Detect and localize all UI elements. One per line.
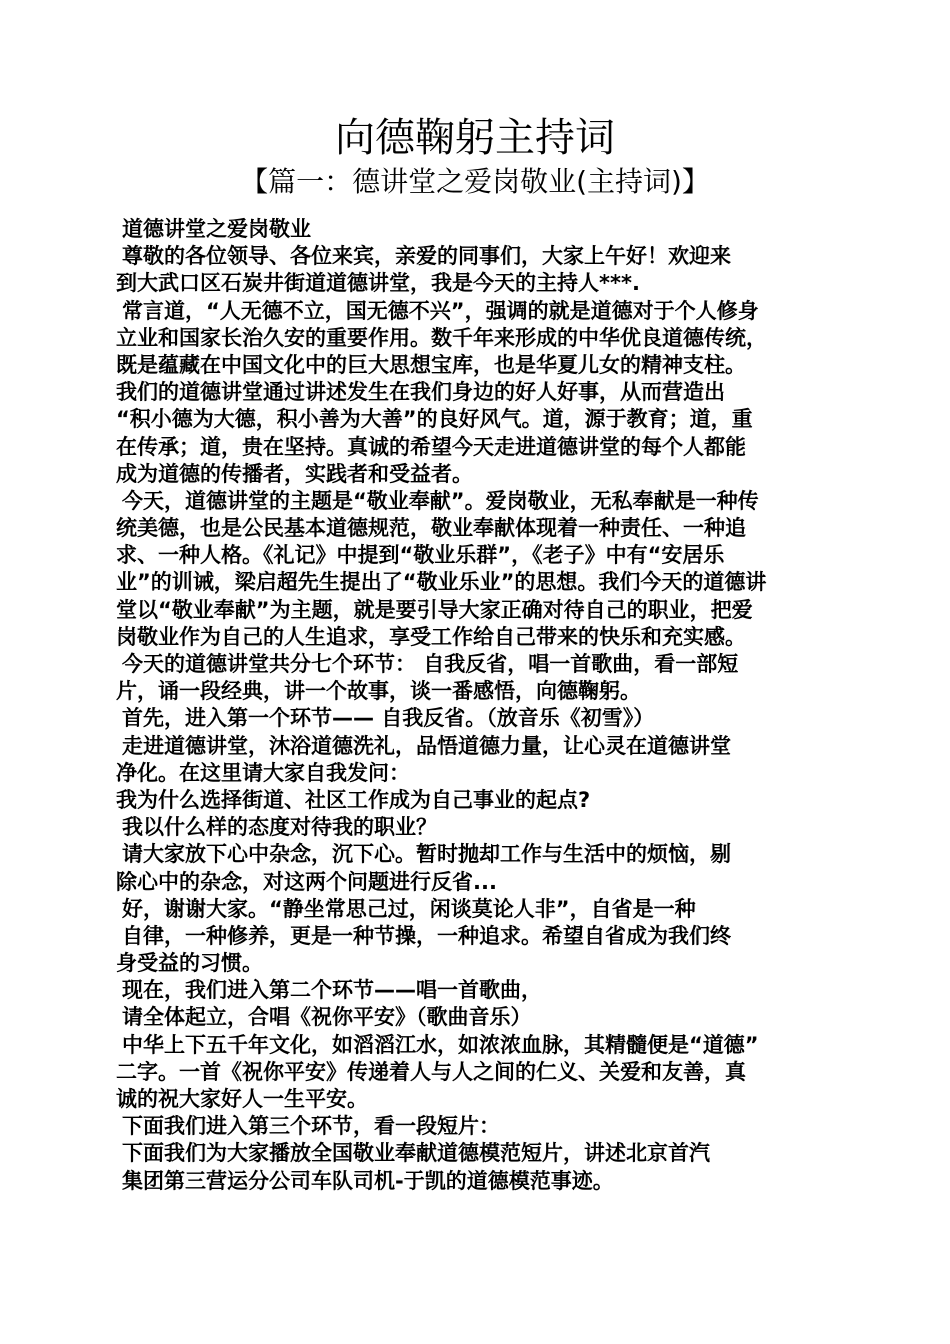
body-line: 今天，道德讲堂的主题是“敬业奉献”。爱岗敬业，无私奉献是一种传: [122, 488, 759, 513]
body-line: “积小德为大德，积小善为大善”的良好风气。道，源于教育；道，重: [116, 407, 753, 432]
body-line: 今天的道德讲堂共分七个环节： 自我反省，唱一首歌曲，看一部短: [122, 652, 739, 676]
body-line: 身受益的习惯。: [116, 951, 263, 976]
document-subtitle: 【篇一：德讲堂之爱岗敬业(主持词)】: [240, 165, 710, 198]
body-line: 我们的道德讲堂通过讲述发生在我们身边的好人好事，从而营造出: [116, 380, 725, 405]
body-line: 成为道德的传播者，实践者和受益者。: [116, 461, 473, 486]
body-line: 首先，进入第一个环节—— 自我反省。（放音乐《初雪》）: [122, 706, 655, 731]
body-line: 请大家放下心中杂念，沉下心。暂时抛却工作与生活中的烦恼，剔: [122, 842, 731, 867]
body-line: 立业和国家长治久安的重要作用。数千年来形成的中华优良道德传统，: [116, 325, 767, 350]
body-line: 集团第三营运分公司车队司机-于凯的道德模范事迹。: [122, 1168, 614, 1193]
body-line: 我为什么选择街道、社区工作成为自己事业的起点?: [116, 787, 591, 812]
body-line: 诚的祝大家好人一生平安。: [116, 1087, 368, 1111]
body-line: 既是蕴藏在中国文化中的巨大思想宝库，也是华夏儿女的精神支柱。: [116, 352, 746, 377]
body-line: 走进道德讲堂，沐浴道德洗礼，品悟道德力量，让心灵在道德讲堂: [122, 733, 731, 758]
body-line: 尊敬的各位领导、各位来宾，亲爱的同事们，大家上午好！欢迎来: [122, 244, 731, 269]
body-line: 下面我们进入第三个环节，看一段短片：: [122, 1114, 500, 1139]
body-line: 堂以“敬业奉献”为主题，就是要引导大家正确对待自己的职业，把爱: [116, 597, 753, 622]
body-line: 现在，我们进入第二个环节——唱一首歌曲，: [122, 978, 542, 1003]
body-line: 好，谢谢大家。“静坐常思己过，闲谈莫论人非”，自省是一种: [122, 896, 696, 921]
body-line: 统美德，也是公民基本道德规范，敬业奉献体现着一种责任、一种追: [116, 516, 746, 541]
body-line: 常言道，“人无德不立，国无德不兴”，强调的就是道德对于个人修身: [122, 298, 759, 323]
body-line: 我以什么样的态度对待我的职业？: [122, 815, 437, 840]
body-line: 求、一种人格。《礼记》中提到“敬业乐群”，《老子》中有“安居乐: [116, 543, 725, 568]
body-line: 到大武口区石炭井街道道德讲堂，我是今天的主持人***.: [116, 271, 640, 296]
body-line: 二字。一首《祝你平安》传递着人与人之间的仁义、关爱和友善，真: [116, 1059, 746, 1084]
body-line: 中华上下五千年文化，如滔滔江水，如浓浓血脉，其精髓便是“道德”: [122, 1032, 759, 1057]
body-line: 岗敬业作为自己的人生追求，享受工作给自己带来的快乐和充实感。: [116, 624, 746, 649]
body-line: 道德讲堂之爱岗敬业: [122, 217, 311, 241]
document-body: [116, 216, 856, 1195]
body-line: 下面我们为大家播放全国敬业奉献道德模范短片，讲述北京首汽: [122, 1141, 710, 1166]
document-title: 向德鞠躬主持词: [335, 115, 615, 161]
body-line: 净化。在这里请大家自我发问：: [116, 760, 410, 785]
body-line: 片，诵一段经典，讲一个故事，谈一番感悟，向德鞠躬。: [116, 679, 641, 704]
body-line: 除心中的杂念，对这两个问题进行反省...: [116, 869, 497, 894]
body-line: 自律，一种修养，更是一种节操，一种追求。希望自省成为我们终: [122, 923, 731, 948]
body-line: 在传承；道，贵在坚持。真诚的希望今天走进道德讲堂的每个人都能: [116, 434, 746, 459]
body-line: 业”的训诫，梁启超先生提出了“敬业乐业”的思想。我们今天的道德讲: [116, 570, 767, 595]
body-line: 请全体起立，合唱《祝你平安》（歌曲音乐）: [122, 1005, 532, 1030]
